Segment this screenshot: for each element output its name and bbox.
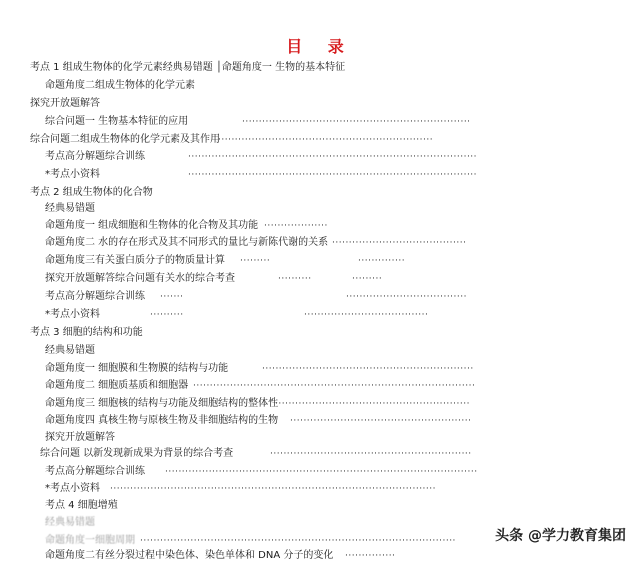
toc-entry[interactable] xyxy=(45,272,383,286)
toc-entry-label: 经典易错题 xyxy=(45,203,95,214)
toc-entry-label: 命题角度四 真核生物与原核生物及非细胞结构的生物 xyxy=(45,415,279,426)
toc-entry-label: 考点 2 组成生物体的化合物 xyxy=(30,187,153,198)
toc-entry-label: 考点高分解题综合训练 xyxy=(45,466,145,477)
toc-entry[interactable] xyxy=(45,202,95,216)
toc-entry[interactable] xyxy=(45,290,467,304)
dot-leader: ································································ xyxy=(218,135,434,145)
toc-entry-label: 命题角度二 水的存在形式及其不同形式的量比与新陈代谢的关系 xyxy=(45,237,329,248)
toc-entry[interactable] xyxy=(45,465,478,479)
toc-entry-label: 探究开放题解答 xyxy=(45,432,115,443)
dot-leader: ······························································· xyxy=(262,364,474,374)
dot-leader: ······················································ xyxy=(290,416,472,426)
toc-entry[interactable] xyxy=(45,219,328,233)
dot-leader: ································································································· xyxy=(110,484,437,494)
toc-entry-label: 命题角度二组成生物体的化学元素 xyxy=(45,80,195,91)
toc-entry[interactable] xyxy=(45,362,474,376)
toc-entry[interactable] xyxy=(45,414,472,428)
toc-entry[interactable] xyxy=(30,133,434,147)
toc-entry[interactable] xyxy=(45,254,406,268)
toc-entry-label: 探究开放题解答综合问题有关水的综合考查 xyxy=(45,273,235,284)
dot-leader: ····························································································· xyxy=(165,467,478,477)
dot-leader: ······························································································ xyxy=(140,536,456,546)
toc-entry-label: 命题角度三有关蛋白质分子的物质量计算 xyxy=(45,255,225,266)
toc-entry[interactable] xyxy=(30,97,100,111)
toc-entry[interactable] xyxy=(45,397,470,411)
toc-entry-label: 探究开放题解答 xyxy=(30,98,100,109)
toc-entry[interactable] xyxy=(45,79,195,93)
dot-leader: ········· xyxy=(352,274,383,284)
toc-entry[interactable] xyxy=(45,516,95,530)
toc-entry[interactable] xyxy=(45,150,478,164)
dot-leader: ····································· xyxy=(304,310,429,320)
dot-leader: ······· xyxy=(160,292,184,302)
toc-entry-label: 综合问题一 生物基本特征的应用 xyxy=(45,116,189,127)
dot-leader: ···································· xyxy=(346,292,467,302)
dot-leader: ·························································· xyxy=(275,399,470,409)
toc-entry-label: 命题角度一 组成细胞和生物体的化合物及其功能 xyxy=(45,220,259,231)
toc-entry[interactable] xyxy=(40,447,472,461)
dot-leader: ·············· xyxy=(358,256,406,266)
dot-leader: ········································ xyxy=(332,238,467,248)
toc-entry[interactable] xyxy=(45,499,118,513)
toc-entry[interactable] xyxy=(45,534,456,548)
watermark: 头条 @学力教育集团 xyxy=(495,528,626,544)
dot-leader: ···························································· xyxy=(270,449,472,459)
toc-entry-label: 考点高分解题综合训练 xyxy=(45,151,145,162)
dot-leader: ········· xyxy=(240,256,271,266)
dot-leader: ··············· xyxy=(345,551,396,561)
toc-entry-label: 考点高分解题综合训练 xyxy=(45,291,145,302)
toc-title: 目 录 xyxy=(286,37,354,56)
toc-entry[interactable] xyxy=(30,61,345,75)
dot-leader: ···················································································· xyxy=(193,381,476,391)
toc-entry-label: 命题角度一 细胞膜和生物膜的结构与功能 xyxy=(45,363,229,374)
toc-entry-label: 经典易错题 xyxy=(45,517,95,528)
toc-entry[interactable] xyxy=(45,482,437,496)
toc-entry-label: 考点 1 组成生物体的化学元素经典易错题 │命题角度一 生物的基本特征 xyxy=(30,62,346,73)
toc-entry-label: 命题角度二有丝分裂过程中染色体、染色单体和 DNA 分子的变化 xyxy=(45,550,334,561)
dot-leader: ······················································································ xyxy=(188,170,478,180)
toc-entry-label: 命题角度三 细胞核的结构与功能及细胞结构的整体性 xyxy=(45,398,279,409)
toc-entry[interactable] xyxy=(45,115,471,129)
toc-entry[interactable] xyxy=(45,379,476,393)
toc-entry-label: 综合问题二组成生物体的化学元素及其作用 xyxy=(30,134,220,145)
dot-leader: ···································································· xyxy=(242,117,471,127)
toc-entry-label: 综合问题 以新发现新成果为背景的综合考查 xyxy=(40,448,234,459)
toc-entry[interactable] xyxy=(30,186,153,200)
toc-entry-label: 考点 3 细胞的结构和功能 xyxy=(30,327,143,338)
toc-entry[interactable] xyxy=(45,236,467,250)
toc-entry[interactable] xyxy=(45,308,429,322)
toc-entry-label: 经典易错题 xyxy=(45,345,95,356)
dot-leader: ·········· xyxy=(278,274,312,284)
toc-entry-label: *考点小资料 xyxy=(45,483,100,494)
dot-leader: ······················································································ xyxy=(188,152,478,162)
toc-entry[interactable] xyxy=(45,344,95,358)
toc-entry-label: 命题角度二 细胞质基质和细胞器 xyxy=(45,380,189,391)
toc-entry-label: *考点小资料 xyxy=(45,169,100,180)
toc-entry[interactable] xyxy=(45,168,478,182)
dot-leader: ··················· xyxy=(264,221,328,231)
toc-entry[interactable] xyxy=(30,326,143,340)
toc-entry-label: 命题角度一细胞周期 xyxy=(45,535,135,546)
toc-entry[interactable] xyxy=(45,431,115,445)
toc-entry[interactable] xyxy=(45,549,396,563)
toc-entry-label: *考点小资料 xyxy=(45,309,100,320)
dot-leader: ·········· xyxy=(150,310,184,320)
toc-entry-label: 考点 4 细胞增殖 xyxy=(45,500,118,511)
